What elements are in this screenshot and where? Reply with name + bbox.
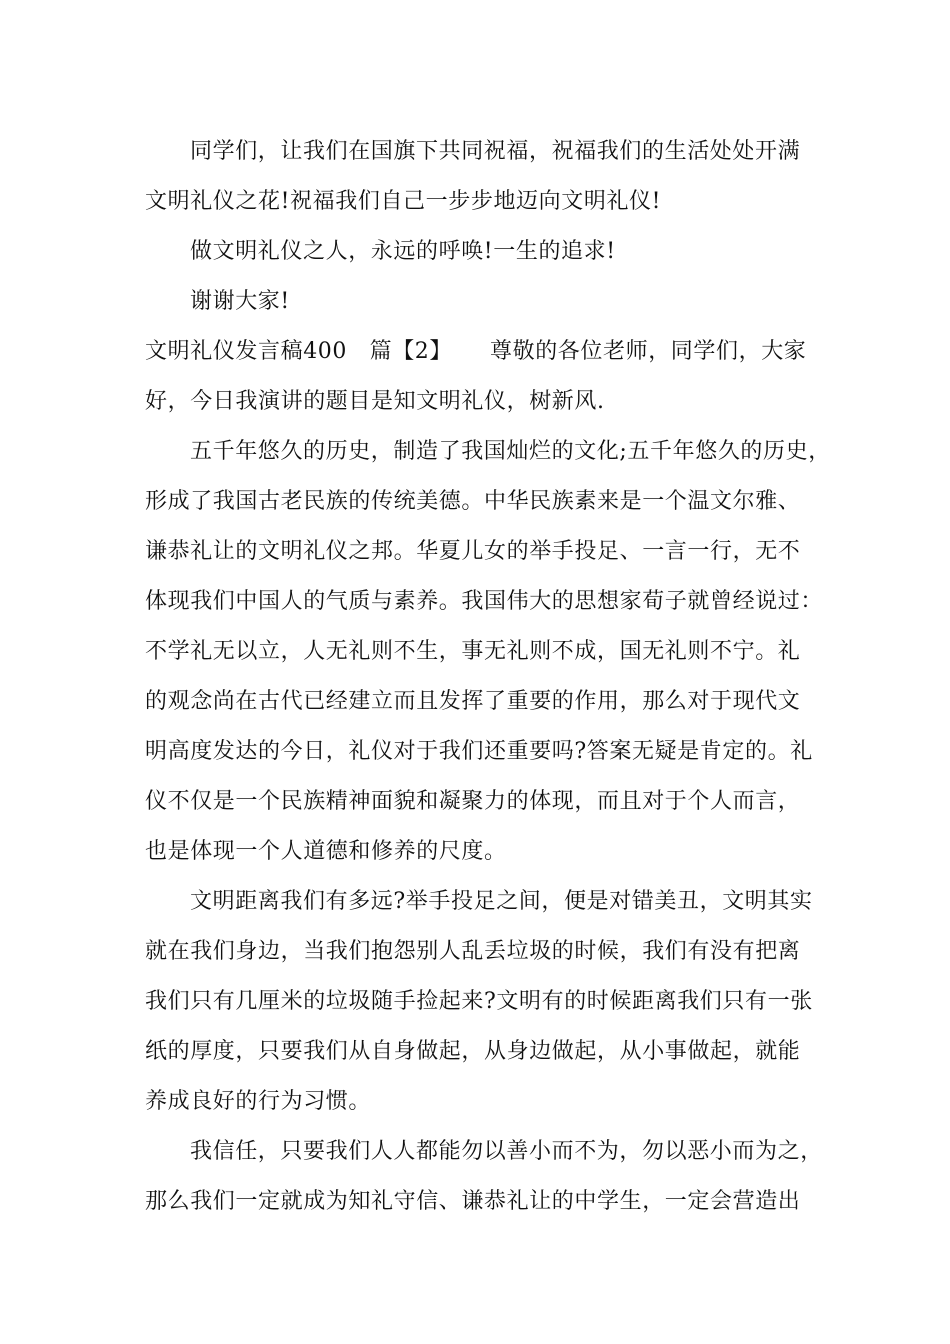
paragraph-line: 的观念尚在古代已经建立而且发挥了重要的作用，那么对于现代文 bbox=[145, 689, 801, 714]
paragraph-line: 仪不仅是一个民族精神面貌和凝聚力的体现，而且对于个人而言， bbox=[145, 789, 801, 814]
paragraph-line: 形成了我国古老民族的传统美德。中华民族素来是一个温文尔雅、 bbox=[145, 489, 801, 514]
paragraph-line: 文明距离我们有多远?举手投足之间，便是对错美丑，文明其实 bbox=[190, 889, 813, 914]
paragraph-line: 我们只有几厘米的垃圾随手捡起来?文明有的时候距离我们只有一张 bbox=[145, 989, 813, 1014]
paragraph-line: 谢谢大家! bbox=[190, 289, 290, 314]
paragraph-line: 也是体现一个人道德和修养的尺度。 bbox=[145, 839, 507, 864]
heading-text: 尊敬的各位老师，同学们，大家 bbox=[490, 339, 807, 364]
paragraph-line: 我信任，只要我们人人都能勿以善小而不为，勿以恶小而为之， bbox=[190, 1139, 823, 1164]
paragraph-line: 谦恭礼让的文明礼仪之邦。华夏儿女的举手投足、一言一行，无不 bbox=[145, 539, 801, 564]
paragraph-line: 就在我们身边，当我们抱怨别人乱丢垃圾的时候，我们有没有把离 bbox=[145, 939, 801, 964]
paragraph-line: 五千年悠久的历史，制造了我国灿烂的文化;五千年悠久的历史， bbox=[190, 439, 831, 464]
paragraph-line: 做文明礼仪之人，永远的呼唤!一生的追求! bbox=[190, 239, 616, 264]
paragraph-line: 养成良好的行为习惯。 bbox=[145, 1089, 372, 1114]
paragraph-line: 纸的厚度，只要我们从自身做起，从身边做起，从小事做起，就能 bbox=[145, 1039, 801, 1064]
paragraph-line: 同学们，让我们在国旗下共同祝福，祝福我们的生活处处开满 bbox=[190, 139, 801, 164]
section-title: 文明礼仪发言稿400 篇【2】 bbox=[145, 339, 452, 364]
paragraph-line: 体现我们中国人的气质与素养。我国伟大的思想家荀子就曾经说过： bbox=[145, 589, 824, 614]
paragraph-line: 明高度发达的今日，礼仪对于我们还重要吗?答案无疑是肯定的。礼 bbox=[145, 739, 813, 764]
paragraph-line: 那么我们一定就成为知礼守信、谦恭礼让的中学生，一定会营造出 bbox=[145, 1189, 801, 1214]
paragraph-line: 不学礼无以立，人无礼则不生，事无礼则不成，国无礼则不宁。礼 bbox=[145, 639, 801, 664]
paragraph-line: 好，今日我演讲的题目是知文明礼仪，树新风. bbox=[145, 389, 605, 414]
paragraph-line: 文明礼仪之花!祝福我们自己一步步地迈向文明礼仪! bbox=[145, 189, 662, 214]
